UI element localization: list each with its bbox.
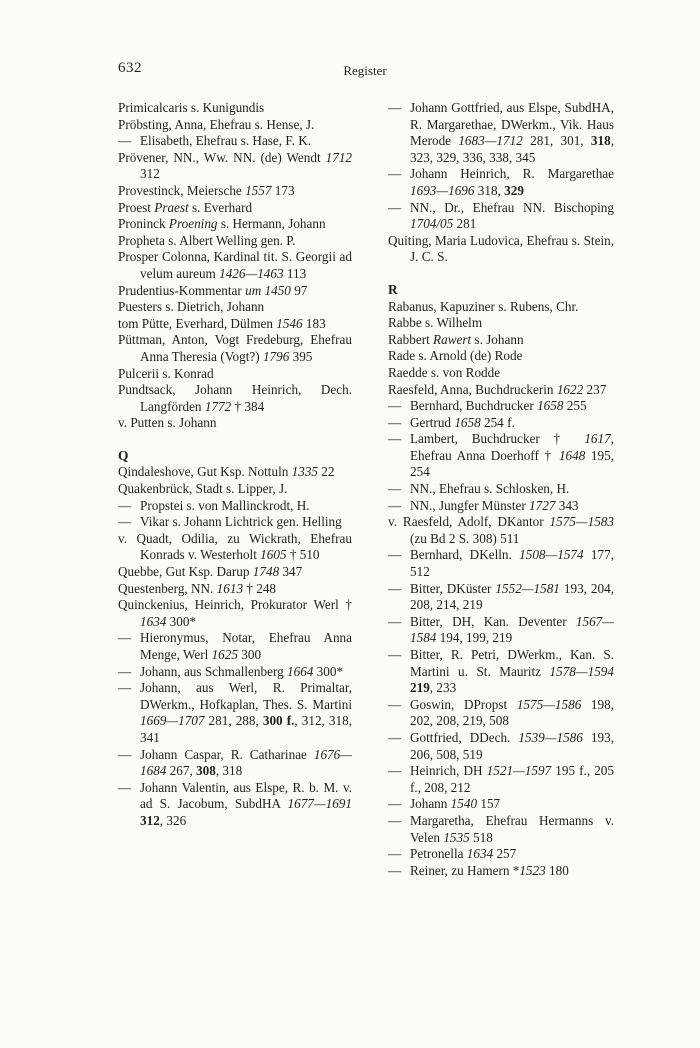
index-entry: Rabbert Rawert s. Johann: [388, 331, 524, 347]
italic-text: 1727: [529, 497, 556, 513]
subentry-dash: —: [118, 497, 132, 513]
subentry-dash: —: [118, 746, 132, 762]
italic-text: 1664: [287, 663, 314, 679]
italic-text: 1683—1712: [458, 133, 523, 149]
index-entry: — Johann Heinrich, R. Margarethae 1693—1696 318, 329: [388, 166, 614, 198]
index-entry: Raesfeld, Anna, Buchdruckerin 1622 237: [388, 381, 607, 397]
section-heading: R: [388, 281, 398, 297]
italic-text: 1634: [140, 613, 167, 629]
subentry-dash: —: [388, 497, 402, 513]
subentry-dash: —: [118, 133, 132, 149]
index-entry: Prövener, NN., Ww. NN. (de) Wendt 1712 312: [118, 149, 352, 182]
italic-text: 1557: [245, 182, 272, 198]
index-entry: — Gottfried, DDech. 1539—1586 193, 206, 508, 519: [388, 729, 615, 762]
bold-page-ref: 312: [140, 812, 160, 828]
index-entry: Rabbe s. Wilhelm: [388, 315, 483, 331]
bold-page-ref: 300 f.: [262, 713, 295, 729]
subentry-dash: —: [388, 846, 402, 862]
index-entry: — NN., Jungfer Münster 1727 343: [388, 497, 579, 513]
bold-page-ref: 329: [504, 182, 524, 198]
index-entry: — Johann, aus Werl, R. Primaltar, DWerkm., Hofkaplan, Thes. S. Martini 1669—1707 281, 288, 300 f., 312, 318, 341: [118, 680, 352, 745]
bold-page-ref: 219: [410, 680, 430, 696]
subentry-dash: —: [118, 663, 132, 679]
section-heading: Q: [118, 447, 129, 463]
index-entry: — Hieronymus, Notar, Ehefrau Anna Menge, Werl 1625 300: [118, 630, 352, 662]
index-entry: — Goswin, DPropst 1575—1586 198, 202, 208, 219, 508: [388, 696, 614, 729]
italic-text: 1575—1583: [549, 514, 614, 530]
italic-text: 1648: [558, 447, 586, 463]
italic-text: um 1450: [245, 282, 291, 298]
right-column: [388, 100, 614, 879]
italic-text: 1426—1463: [219, 265, 284, 281]
subentry-dash: —: [388, 431, 402, 447]
index-entry: Prosper Colonna, Kardinal tit. S. Georgii ad velum aureum 1426—1463 113: [118, 249, 352, 281]
index-entry: — Vikar s. Johann Lichtrick gen. Helling: [118, 514, 342, 530]
index-entry: Questenberg, NN. 1613 † 248: [118, 580, 276, 596]
index-entry: — Johann Gottfried, aus Elspe, SubdHA, R. Margarethae, DWerkm., Vik. Haus Merode 1683—1712 281, 301, 318, 323, 329, 336, 338, 345: [388, 100, 614, 165]
index-entry: — Margaretha, Ehefrau Hermanns v. Velen 1535 518: [388, 812, 614, 845]
italic-text: 1625: [211, 647, 238, 662]
italic-text: 1567—1584: [410, 613, 614, 646]
index-entry: — Johann 1540 157: [388, 796, 501, 812]
index-entry: — Propstei s. von Mallinckrodt, H.: [118, 497, 310, 513]
italic-text: 1539—1586: [518, 729, 583, 745]
italic-text: 1575—1586: [516, 696, 582, 712]
subentry-dash: —: [388, 547, 402, 563]
italic-text: 1772: [204, 398, 232, 414]
index-entry: — Bitter, DH, Kan. Deventer 1567—1584 194, 199, 219: [388, 613, 614, 646]
index-entry: tom Pütte, Everhard, Dülmen 1546 183: [118, 315, 326, 331]
subentry-dash: —: [118, 779, 132, 795]
index-entry: — Bernhard, Buchdrucker 1658 255: [388, 398, 587, 414]
index-entry: — Elisabeth, Ehefrau s. Hase, F. K.: [118, 133, 312, 149]
index-entry: Rabanus, Kapuziner s. Rubens, Chr.: [388, 298, 579, 314]
index-entry: — Gertrud 1658 254 f.: [388, 414, 515, 430]
index-entry: Püttman, Anton, Vogt Fredeburg, Ehefrau Anna Theresia (Vogt?) 1796 395: [118, 332, 352, 364]
index-entry: — Lambert, Buchdrucker † 1617, Ehefrau Anna Doerhoff † 1648 195, 254: [388, 431, 615, 480]
index-entry: Proest Praest s. Everhard: [118, 199, 253, 215]
italic-text: 1676—1684: [140, 746, 352, 779]
subentry-dash: —: [388, 580, 402, 596]
subentry-dash: —: [388, 613, 402, 629]
index-entry: Pröbsting, Anna, Ehefrau s. Hense, J.: [118, 116, 315, 132]
subentry-dash: —: [388, 763, 402, 779]
subentry-dash: —: [388, 414, 402, 430]
index-entry: — Johann, aus Schmallenberg 1664 300*: [118, 663, 344, 679]
index-entry: Proninck Proening s. Hermann, Johann: [118, 216, 326, 232]
index-entry: Pulcerii s. Konrad: [118, 365, 214, 381]
index-entry: Propheta s. Albert Welling gen. P.: [118, 232, 296, 248]
italic-text: 1658: [537, 398, 564, 414]
italic-text: 1748: [252, 564, 280, 580]
bold-page-ref: 318: [590, 133, 611, 149]
index-entry: v. Quadt, Odilia, zu Wickrath, Ehefrau Konrads v. Westerholt 1605 † 510: [118, 530, 352, 563]
subentry-dash: —: [388, 199, 402, 215]
subentry-dash: —: [388, 862, 402, 878]
index-entry: Provestinck, Meiersche 1557 173: [118, 182, 295, 198]
subentry-dash: —: [118, 630, 132, 646]
subentry-dash: —: [388, 729, 402, 745]
italic-text: 1521—1597: [486, 763, 552, 779]
index-entry: — Johann Caspar, R. Catharinae 1676—1684 267, 308, 318: [118, 746, 352, 779]
italic-text: 1669—1707: [140, 713, 205, 729]
subentry-dash: —: [388, 481, 402, 497]
index-entry: — Bernhard, DKelln. 1508—1574 177, 512: [388, 547, 615, 580]
index-entry: Primicalcaris s. Kunigundis: [118, 100, 265, 115]
italic-text: 1335: [291, 464, 318, 480]
subentry-dash: —: [388, 796, 402, 812]
running-title: Register: [343, 63, 387, 78]
italic-text: 1677—1691: [287, 796, 352, 812]
index-entry: Prudentius-Kommentar um 1450 97: [118, 282, 308, 298]
italic-text: 1578—1594: [549, 663, 614, 679]
italic-text: 1704/05: [410, 216, 454, 232]
subentry-dash: —: [118, 514, 132, 530]
italic-text: 1508—1574: [519, 547, 584, 563]
italic-text: 1535: [443, 829, 470, 845]
index-entry: Quinckenius, Heinrich, Prokurator Werl † 1634 300*: [118, 597, 352, 629]
italic-text: 1613: [216, 580, 244, 596]
index-entry: Puesters s. Dietrich, Johann: [118, 299, 265, 315]
italic-text: 1546: [276, 315, 303, 331]
italic-text: 1796: [262, 348, 290, 364]
italic-text: Praest: [154, 199, 189, 215]
index-entry: Quebbe, Gut Ksp. Darup 1748 347: [118, 564, 303, 580]
page-number: 632: [118, 60, 142, 76]
index-entry: — Bitter, R. Petri, DWerkm., Kan. S. Martini u. St. Mauritz 1578—1594 219, 233: [388, 647, 614, 696]
subentry-dash: —: [388, 398, 402, 414]
subentry-dash: —: [388, 166, 402, 182]
index-entry: — Bitter, DKüster 1552—1581 193, 204, 208, 214, 219: [388, 580, 614, 613]
italic-text: 1634: [466, 846, 494, 862]
italic-text: 1622: [556, 381, 584, 397]
index-entry: Pundtsack, Johann Heinrich, Dech. Langförden 1772 † 384: [118, 382, 352, 414]
index-entry: v. Raesfeld, Adolf, DKantor 1575—1583 (zu Bd 2 S. 308) 511: [388, 514, 614, 546]
left-column: [118, 100, 352, 830]
index-entry: Quiting, Maria Ludovica, Ehefrau s. Stein, J. C. S.: [388, 232, 614, 265]
italic-text: 1693—1696: [410, 182, 475, 198]
subentry-dash: —: [388, 100, 402, 115]
index-entry: — Petronella 1634 257: [388, 846, 517, 862]
index-entry: Rade s. Arnold (de) Rode: [388, 348, 523, 364]
index-entry: — NN., Ehefrau s. Schlosken, H.: [388, 481, 570, 497]
italic-text: 1605: [260, 547, 287, 563]
subentry-dash: —: [388, 812, 402, 828]
italic-text: 1658: [454, 414, 481, 430]
italic-text: 1552—1581: [495, 580, 560, 596]
index-entry: — NN., Dr., Ehefrau NN. Bischoping 1704/05 281: [388, 199, 614, 232]
index-entry: — Reiner, zu Hamern *1523 180: [388, 862, 569, 878]
italic-text: 1617: [584, 431, 611, 447]
index-entry: Quakenbrück, Stadt s. Lipper, J.: [118, 481, 288, 497]
index-entry: — Johann Valentin, aus Elspe, R. b. M. v. ad S. Jacobum, SubdHA 1677—1691 312, 326: [118, 779, 352, 828]
italic-text: Proening: [168, 216, 218, 232]
index-entry: — Heinrich, DH 1521—1597 195 f., 205 f., 208, 212: [388, 763, 614, 795]
italic-text: 1712: [325, 149, 352, 165]
italic-text: Rawert: [433, 331, 472, 347]
italic-text: 1540: [450, 796, 478, 812]
subentry-dash: —: [388, 647, 402, 662]
bold-page-ref: 308: [196, 763, 216, 779]
index-entry: Raedde s. von Rodde: [388, 364, 501, 380]
subentry-dash: —: [118, 680, 132, 696]
subentry-dash: —: [388, 696, 402, 712]
index-entry: v. Putten s. Johann: [118, 415, 217, 431]
index-entry: Qindaleshove, Gut Ksp. Nottuln 1335 22: [118, 464, 335, 480]
italic-text: 1523: [519, 862, 546, 878]
